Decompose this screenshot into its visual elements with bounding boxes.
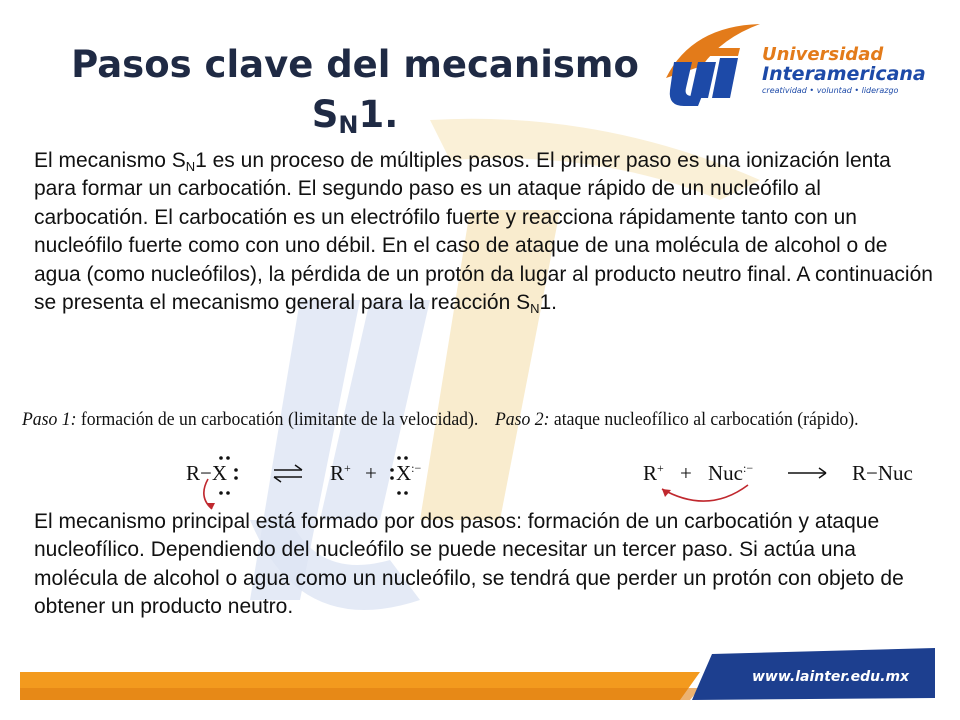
intro-text-2: 1 es un proceso de múltiples pasos. El primer paso es una ionización lenta para formar un carbocatión. El segundo paso es un ataque rápido de un nucleófilo al carbocatión. El carbocatión es un electrófilo fuerte y reacciona rápidamente tanto con un nucleófilo fuerte como con uno débil. En el caso de ataque de una molécula de alcohol o de agua (como nucleófilos), la pérdida de un protón da lugar al producto neutro final. A continuación se presenta el mecanismo general para la reacción S (34, 149, 933, 315)
step1-anion-dots-icon (388, 453, 418, 503)
title-subscript: N (338, 111, 359, 139)
step1-r: R (186, 461, 201, 485)
equilibrium-arrow-icon (270, 462, 306, 486)
step2-prefix: Paso 2: (495, 409, 550, 430)
logo-tagline: creatividad • voluntad • liderazgo (762, 86, 899, 95)
step2-nuc-charge: :− (743, 461, 754, 475)
mechanism-steps (0, 405, 960, 520)
step2-text: ataque nucleofílico al carbocatión (rápido). (553, 409, 859, 430)
intro-subscript-1: N (185, 159, 196, 174)
step1-anion-charge: :− (411, 461, 422, 475)
title-s: S (311, 93, 339, 136)
step1-cation (330, 461, 351, 485)
intro-paragraph (34, 147, 934, 317)
step2-nuc: Nuc (708, 461, 743, 485)
step1-reactant: R−X (186, 461, 228, 485)
reaction-arrow-icon (786, 465, 830, 481)
title-line-1: Pasos clave del mecanismo (71, 43, 639, 86)
step2-cation-r: R (643, 461, 658, 485)
intro-text-3: 1. (539, 291, 558, 315)
step2-cation-charge: + (657, 461, 664, 475)
university-logo (662, 18, 952, 108)
step1-cation-r: R (330, 461, 345, 485)
step1-anion-x: X (396, 461, 412, 485)
logo-university: Universidad (762, 44, 884, 65)
step2-label (495, 409, 859, 431)
summary-paragraph: El mecanismo principal está formado por dos pasos: formación de un carbocatión y ataque nucleofílico. Dependiendo del nucleófilo se puede necesitar un tercer paso. Si actúa una molécula de alcohol o agua como un nucleófilo, se tendrá que perder un protón con objeto de obtener un producto neutro. (34, 510, 904, 619)
step1-text: formación de un carbocatión (limitante de la velocidad). (80, 409, 479, 430)
step2-curved-arrow-icon (648, 481, 758, 511)
step1-label (22, 409, 478, 431)
step1-plus: + (365, 461, 377, 485)
logo-interamericana: Interamericana (762, 63, 926, 85)
step1-cation-charge: + (344, 461, 351, 475)
page-title (60, 40, 650, 150)
step2-plus: + (680, 461, 692, 485)
title-end: 1. (358, 93, 399, 136)
title-line-2 (60, 90, 650, 150)
step1-x: X (211, 461, 228, 485)
footer-url[interactable]: www.lainter.edu.mx (752, 669, 910, 685)
step1-prefix: Paso 1: (22, 409, 77, 430)
step2-product: R−Nuc (852, 461, 913, 485)
logo-swoosh-icon (662, 18, 762, 108)
intro-subscript-2: N (530, 301, 540, 317)
intro-text-1: El mecanismo S (34, 149, 186, 172)
